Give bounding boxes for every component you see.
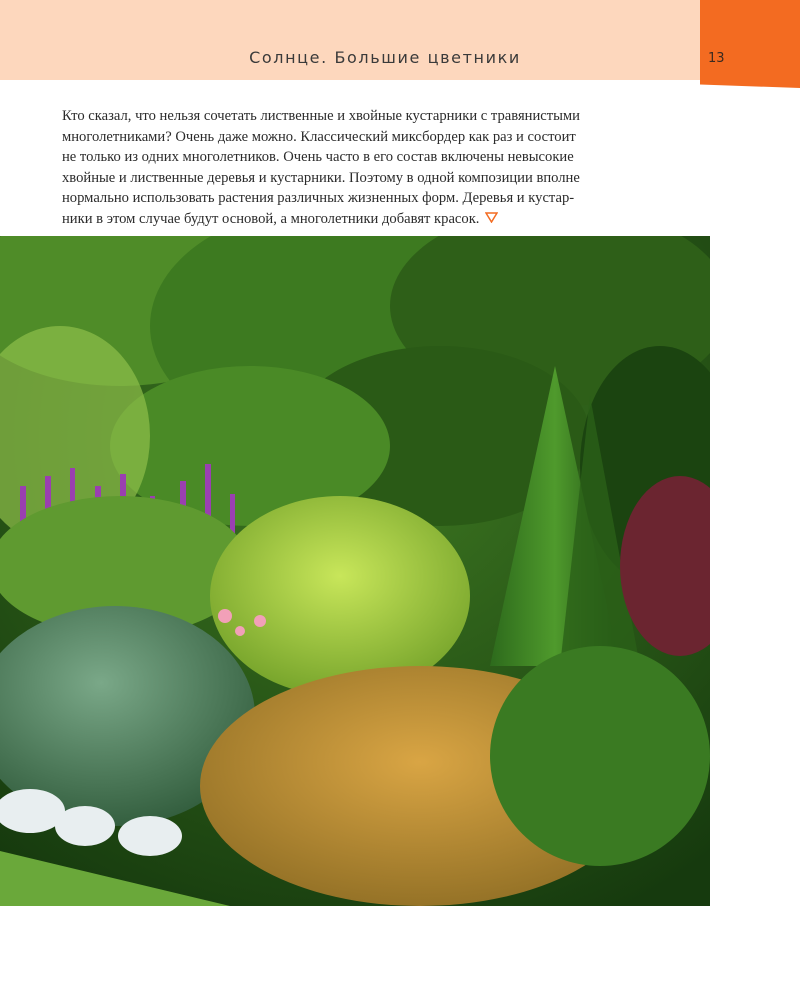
running-title: Солнце. Большие цветники: [249, 48, 521, 67]
page-number-tab: [700, 0, 800, 88]
paragraph-line: многолетниками? Очень даже можно. Классический миксбордер как раз и состоит: [62, 128, 576, 145]
lime-shrub: [210, 496, 470, 696]
paragraph-line: хвойные и лиственные деревья и кустарники. Поэтому в одной композиции вполне: [62, 169, 580, 186]
garden-illustration: [0, 236, 710, 906]
paragraph-line: нормально использовать растения различных жизненных форм. Деревья и кустар-: [62, 190, 575, 207]
triangle-down-icon: [485, 209, 498, 230]
paragraph-line: Кто сказал, что нельзя сочетать лиственные и хвойные кустарники с травянистыми: [62, 108, 580, 124]
paragraph-line-last: [62, 209, 622, 230]
header-band: [0, 0, 700, 80]
page-number: 13: [708, 51, 725, 66]
paragraph-line-text: ники в этом случае будут основой, а многолетники добавят красок.: [62, 210, 480, 227]
paragraph-line: не только из одних многолетников. Очень часто в его состав включены невысокие: [62, 149, 574, 166]
article-paragraph: [62, 106, 622, 230]
garden-photo: [0, 236, 710, 906]
